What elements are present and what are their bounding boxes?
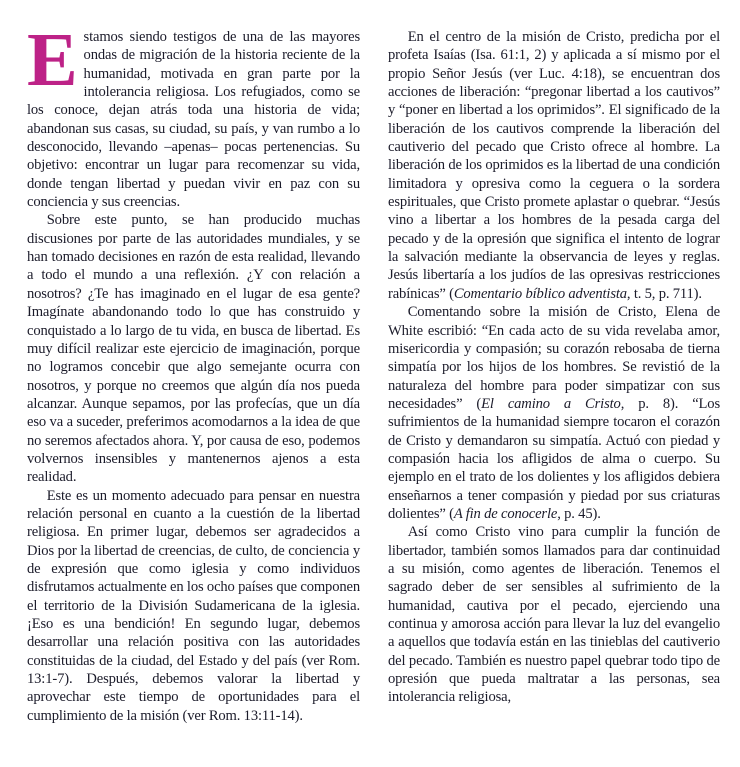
paragraph [27,211,360,486]
text-run: , p. 8). “Los sufrimientos de la humanidad siempre tocaron el corazón de Cristo y demandaron su simpatía. Actuó con piedad y compasión hacia los afligidos de alma o cuerpo. Su ejemplo en el trato de los dolientes y los afligidos debiera enseñarnos a tener compasión y piedad por sus criaturas dolientes” ( [388,395,720,522]
paragraph-text: Este es un momento adecuado para pensar en nuestra relación personal en cuanto a la cuestión de la libertad religiosa. En primer lugar, debemos ser agradecidos a Dios por la libertad de creencias, de culto, de conciencia y de expresión que como iglesia y como individuos disfrutamos actualmente en los ocho países que componen el territorio de la División Sudamericana de la iglesia. ¡Eso es una bendición! En segundo lugar, debemos desarrollar una relación positiva con las autoridades constituidas de la ciudad, del Estado y del país (ver Rom. 13:1-7). Después, debemos valorar la libertad y aprovechar este tiempo de oportunidades para el cumplimiento de la misión (ver Rom. 13:11-14). [27,487,360,724]
text-run: , p. 45). [557,505,601,522]
two-column-layout [27,28,720,767]
paragraph [27,487,360,725]
paragraph [388,303,720,523]
paragraph [388,28,720,303]
paragraph-text [388,304,720,522]
text-run: , t. 5, p. 711). [626,285,702,302]
text-run: Comentando sobre la misión de Cristo, Elena de White escribió: “En cada acto de su vida revelaba amor, misericordia y compasión; su corazón rebosaba de tierna simpatía por los hijos de los hombres. Se revistió de la naturaleza del hombre para poder simpatizar con sus necesidades” ( [388,304,720,412]
book-title-citation: A fin de conocerle [453,505,558,522]
paragraph [388,523,720,706]
text-column-right [374,28,720,767]
paragraph-text: Sobre este punto, se han producido muchas discusiones por parte de las autoridades mundiales, y se han tomado decisiones en razón de esta realidad, llevando a todo el mundo a una reflexión. ¿Y con relación a nosotros? ¿Te has imaginado en el lugar de esa gente? Imagínate abandonando todo lo que has construido y conquistado a lo largo de tu vida, en busca de libertad. Es muy difícil realizar este ejercicio de imaginación, porque no logramos concebir que algo semejante ocurra con nosotros, y porque no creemos que algún día nos pueda alcanzar. Aunque sepamos, por las profecías, que un día eso va a suceder, preferimos acomodarnos a la idea de que no seremos afectados ahora. Y, por causa de eso, podemos volvernos insensibles y mantenernos ajenos a esta realidad. [27,212,360,486]
text-run: Así como Cristo vino para cumplir la función de libertador, también somos llamados para dar continuidad a su misión, como agentes de liberación. Tenemos el sagrado deber de ser sensibles al sufrimiento de la humanidad, cautiva por el pecado, ejerciendo una continua y amorosa acción para llevar la luz del evangelio a aquellos que todavía están en las tinieblas del cautiverio del pecado. También es nuestro papel quebrar todo tipo de opresión que pueda maltratar a las personas, sea intolerancia religiosa, [388,524,720,706]
paragraph-text [388,29,720,302]
paragraph-text [388,524,720,705]
paragraph-text: stamos siendo testigos de una de las mayores ondas de migración de la historia reciente de la humanidad, motivada en gran parte por la intolerancia religiosa. Los refugiados, como se los conoce, dejan atrás toda una historia de vida; abandonan sus casas, su ciudad, su país, y van rumbo a lo desconocido, llevando –apenas– pocas pertenencias. Su objetivo: encontrar un lugar para recomenzar su vida, donde tengan libertad y puedan vivir en paz con su conciencia y sus creencias. [27,29,360,211]
paragraph [27,28,360,211]
book-title-citation: Comentario bíblico adventista [453,285,627,302]
book-title-citation: El camino a Cristo [481,395,621,412]
text-run: En el centro de la misión de Cristo, predicha por el profeta Isaías (Isa. 61:1, 2) y aplicada a sí mismo por el propio Señor Jesús (ver Luc. 4:18), se encuentran dos acciones de liberación: “pregonar libertad a los cautivos” y “poner en libertad a los oprimidos”. El significado de la liberación de los cautivos comprende la liberación del cautiverio del pecado que Cristo ofrece al hombre. La liberación de los oprimidos es la libertad de una condición limitadora y opresiva como la ceguera o la sordera espirituales, que Cristo promete aplastar o quebrar. “Jesús vino a libertar a los hombres de la pesada carga del pecado y de la opresión que significa el intento de lograr la salvación mediante la observancia de leyes y reglas. Jesús libertaría a los judíos de las opresivas restricciones rabínicas” ( [388,29,720,302]
drop-cap-letter: E [27,31,78,95]
text-column-left [27,28,360,767]
